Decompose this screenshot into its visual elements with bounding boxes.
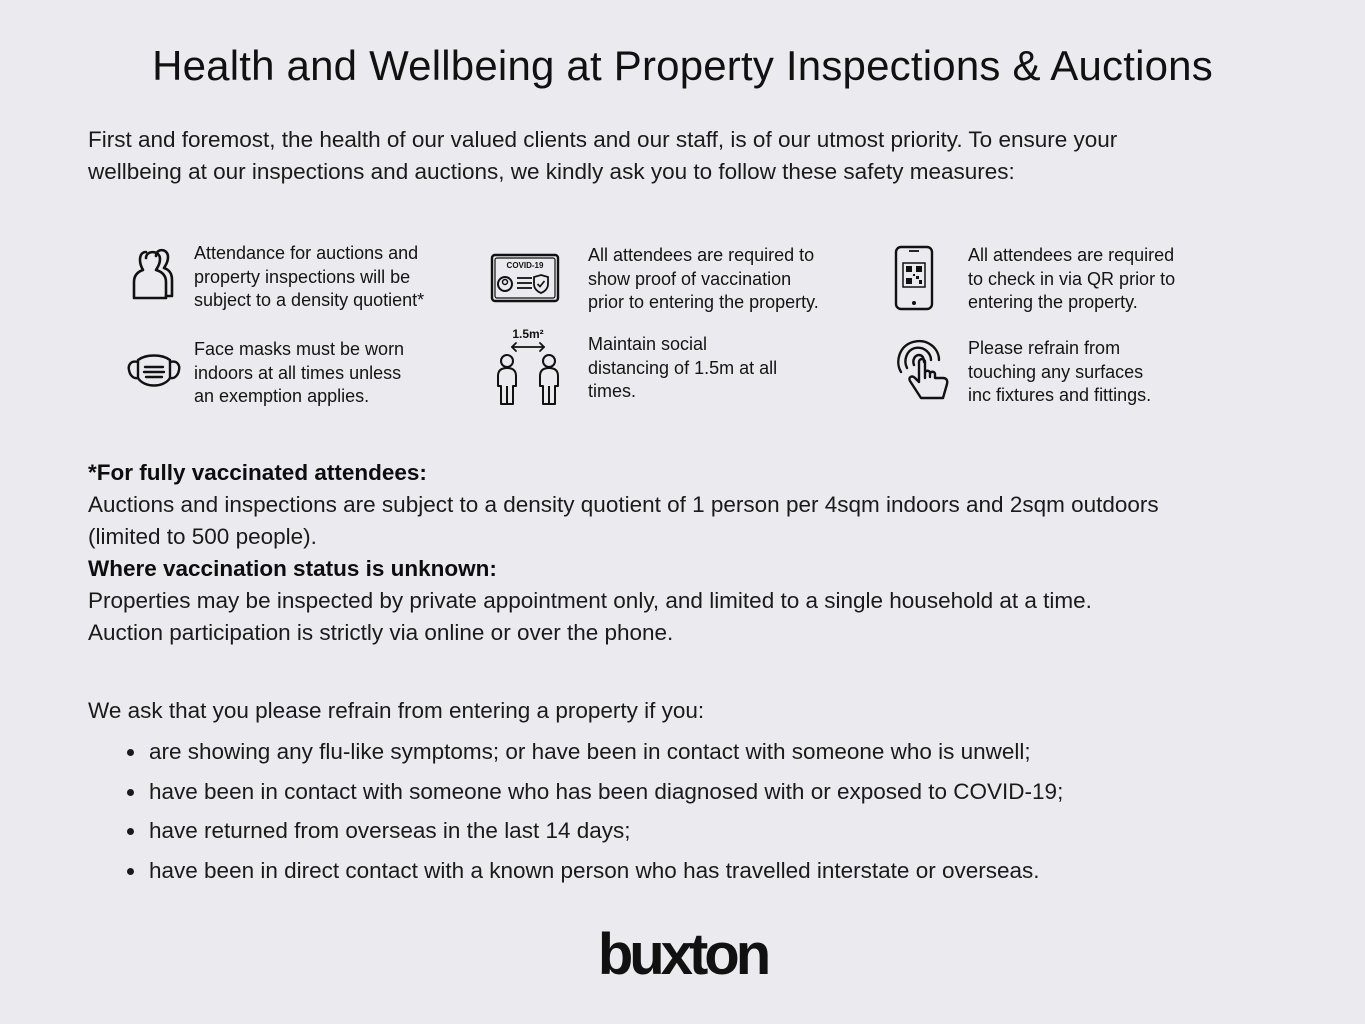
bullet-dot <box>127 789 134 796</box>
list-item-text: have been in contact with someone who has been diagnosed with or exposed to COVID-19; <box>149 778 1064 804</box>
measure-line: prior to entering the property. <box>588 292 819 312</box>
vaccinated-line: (limited to 500 people). <box>88 524 317 549</box>
social-distance-icon <box>490 324 566 408</box>
intro-paragraph <box>88 124 1278 188</box>
measure-line: Attendance for auctions and <box>194 243 419 263</box>
measure-line: touching any surfaces <box>968 361 1144 382</box>
refrain-intro: We ask that you please refrain from entering a property if you: <box>88 698 705 723</box>
touch-hand-icon <box>893 338 953 404</box>
face-mask-icon <box>126 348 182 394</box>
page-title: Health and Wellbeing at Property Inspections & Auctions <box>152 42 1213 89</box>
measure-touch-text <box>968 337 1151 408</box>
list-item-text: are showing any flu-like symptoms; or have been in contact with someone who is unwell; <box>149 739 1031 764</box>
measure-line: Face masks must be worn <box>194 339 405 359</box>
bullet-dot <box>127 868 134 875</box>
measure-line: Please refrain from <box>968 338 1121 358</box>
list-item <box>88 772 1288 812</box>
list-item-text: have returned from overseas in the last 14 days; <box>149 818 631 843</box>
buxton-logo: buxton <box>597 922 768 987</box>
measure-line: distancing of 1.5m at all <box>588 357 778 378</box>
covid-certificate-icon <box>490 253 560 303</box>
unknown-line: Properties may be inspected by private appointment only, and limited to a single household at a time. <box>88 588 1092 613</box>
measure-line: to check in via QR prior to <box>968 268 1176 289</box>
bullet-dot <box>127 749 134 756</box>
measure-line: All attendees are required <box>968 245 1175 265</box>
measure-line: an exemption applies. <box>194 386 370 406</box>
list-item <box>88 811 1288 851</box>
measure-qr-text <box>968 244 1175 315</box>
measure-distance-text <box>588 333 777 404</box>
measure-line: times. <box>588 381 637 401</box>
unknown-line: Auction participation is strictly via online or over the phone. <box>88 620 674 645</box>
list-item-text: have been in direct contact with a known person who has travelled interstate or overseas. <box>149 857 1040 883</box>
refrain-list <box>88 732 1288 890</box>
list-item <box>88 851 1288 891</box>
measure-density-text <box>194 242 424 313</box>
qr-phone-icon <box>894 245 934 311</box>
intro-line: wellbeing at our inspections and auctions, we kindly ask you to follow these safety measures: <box>88 159 1015 184</box>
people-icon <box>128 244 176 302</box>
measure-line: subject to a density quotient* <box>194 290 425 310</box>
bullet-dot <box>127 828 134 835</box>
measure-line: entering the property. <box>968 292 1138 312</box>
covid-label: COVID-19 <box>506 261 544 270</box>
measure-line: property inspections will be <box>194 266 411 287</box>
unknown-heading: Where vaccination status is unknown: <box>88 556 497 581</box>
measure-line: inc fixtures and fittings. <box>968 385 1152 405</box>
distance-label: 1.5m² <box>512 327 544 341</box>
measure-mask-text <box>194 338 404 409</box>
vaccinated-line: Auctions and inspections are subject to a density quotient of 1 person per 4sqm indoors and 2sqm outdoors <box>88 492 1159 517</box>
vaccinated-heading: *For fully vaccinated attendees: <box>88 460 427 485</box>
measure-line: indoors at all times unless <box>194 362 402 383</box>
measure-line: Maintain social <box>588 334 708 354</box>
list-item <box>88 732 1288 772</box>
measure-line: All attendees are required to <box>588 245 815 265</box>
measure-line: show proof of vaccination <box>588 268 792 289</box>
intro-line: First and foremost, the health of our valued clients and our staff, is of our utmost priority. To ensure your <box>88 127 1118 152</box>
measure-vaccination-text <box>588 244 819 315</box>
